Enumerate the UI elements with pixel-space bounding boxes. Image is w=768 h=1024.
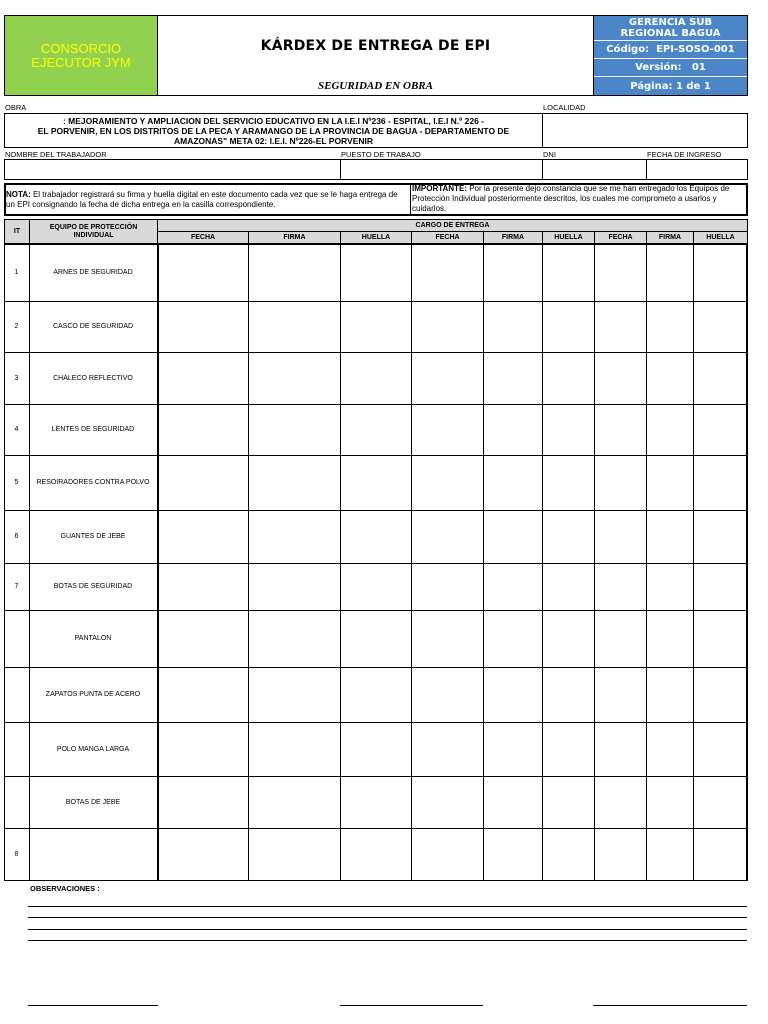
col-line-1 (29, 244, 30, 881)
row-8-cell-3[interactable] (341, 611, 411, 667)
row-item-7: BOTAS DE SEGURIDAD (53, 583, 133, 590)
row-9-cell-9[interactable] (694, 668, 747, 722)
row-8-cell-8[interactable] (647, 611, 693, 667)
nombre-field[interactable] (5, 160, 340, 179)
row-10-cell-1[interactable] (158, 723, 248, 776)
company-name-line2: EJECUTOR JYM (31, 54, 131, 70)
row-2-cell-4[interactable] (412, 302, 483, 352)
obra-line1: : MEJORAMIENTO Y AMPLIACION DEL SERVICIO EDUCATIVO EN LA I.E.I Nº236 - ESPITAL, I.E.I N.º 226 - (62, 116, 485, 126)
row-1-cell-4[interactable] (412, 245, 483, 301)
row-7-cell-4[interactable] (412, 564, 483, 610)
row-2-cell-7[interactable] (595, 302, 646, 352)
col-line-4 (340, 244, 341, 881)
sub-header-4: FECHA (411, 231, 484, 244)
row-5-cell-1[interactable] (158, 456, 248, 510)
row-12-cell-2[interactable] (249, 829, 340, 881)
row-2-cell-8[interactable] (647, 302, 693, 352)
row-2-cell-5[interactable] (484, 302, 542, 352)
row-10-cell-6[interactable] (543, 723, 594, 776)
row-4-cell-5[interactable] (484, 405, 542, 455)
nota-body: El trabajador registrará su firma y huella digital en este documento cada vez que se le haga entrega de un EPI consignando la fecha de dicha entrega en la casilla correspondiente. (6, 190, 398, 209)
dni-label: DNI (543, 150, 556, 159)
row-12-cell-6[interactable] (543, 829, 594, 881)
signature-line-worker[interactable] (28, 1005, 158, 1006)
row-1-cell-3[interactable] (341, 245, 411, 301)
row-10-cell-9[interactable] (694, 723, 747, 776)
row-1-cell-2[interactable] (249, 245, 340, 301)
row-4-cell-6[interactable] (543, 405, 594, 455)
row-3-cell-1[interactable] (158, 353, 248, 404)
row-11-cell-6[interactable] (543, 777, 594, 828)
row-11-cell-8[interactable] (647, 777, 693, 828)
row-4-cell-3[interactable] (341, 405, 411, 455)
pagina-label: Página: (630, 80, 673, 92)
company-logo (5, 16, 157, 95)
row-6-cell-7[interactable] (595, 511, 646, 563)
row-5-cell-9[interactable] (694, 456, 747, 510)
row-11-cell-9[interactable] (694, 777, 747, 828)
row-3-cell-2[interactable] (249, 353, 340, 404)
importante-text (412, 184, 746, 214)
sub-header-9: HUELLA (693, 231, 748, 244)
sub-header-5: FIRMA (483, 231, 543, 244)
row-5-cell-6[interactable] (543, 456, 594, 510)
obra-description (5, 116, 542, 146)
nombre-label: NOMBRE DEL TRABAJADOR (5, 150, 107, 159)
row-6-cell-2[interactable] (249, 511, 340, 563)
row-7-cell-3[interactable] (341, 564, 411, 610)
row-it-8 (4, 610, 29, 667)
row-6-cell-8[interactable] (647, 511, 693, 563)
row-9-cell-5[interactable] (484, 668, 542, 722)
obra-line3: AMAZONAS" META 02: I.E.I. Nº226-EL PORVENIR (173, 136, 374, 146)
row-12-cell-8[interactable] (647, 829, 693, 881)
row-4-cell-1[interactable] (158, 405, 248, 455)
row-5-cell-3[interactable] (341, 456, 411, 510)
row-2-cell-9[interactable] (694, 302, 747, 352)
row-7-cell-5[interactable] (484, 564, 542, 610)
row-6-cell-6[interactable] (543, 511, 594, 563)
row-it-1: 1 (14, 269, 19, 276)
observaciones-line-1[interactable] (28, 906, 747, 907)
row-9-cell-7[interactable] (595, 668, 646, 722)
row-item-10: POLO MANGA LARGA (56, 745, 130, 753)
codigo-cell (594, 41, 747, 58)
fecha-ingreso-label: FECHA DE INGRESO (647, 150, 722, 159)
observaciones-line-2[interactable] (28, 917, 747, 918)
row-1-cell-8[interactable] (647, 245, 693, 301)
row-7-cell-7[interactable] (595, 564, 646, 610)
row-2-cell-6[interactable] (543, 302, 594, 352)
row-3-cell-9[interactable] (694, 353, 747, 404)
row-item-12 (29, 828, 157, 881)
row-12-cell-5[interactable] (484, 829, 542, 881)
row-6-cell-5[interactable] (484, 511, 542, 563)
signature-line-supervisor[interactable] (340, 1005, 483, 1006)
row-11-cell-7[interactable] (595, 777, 646, 828)
row-2-cell-3[interactable] (341, 302, 411, 352)
row-12-cell-4[interactable] (412, 829, 483, 881)
row-8-cell-2[interactable] (249, 611, 340, 667)
row-1-cell-6[interactable] (543, 245, 594, 301)
dni-field[interactable] (543, 160, 646, 179)
version-cell (594, 59, 747, 76)
localidad-label: LOCALIDAD (543, 103, 586, 112)
row-3-cell-8[interactable] (647, 353, 693, 404)
row-it-2: 2 (14, 323, 19, 330)
row-3-cell-4[interactable] (412, 353, 483, 404)
row-7-cell-8[interactable] (647, 564, 693, 610)
row-3-cell-6[interactable] (543, 353, 594, 404)
sub-header-7: FECHA (594, 231, 647, 244)
row-9-cell-1[interactable] (158, 668, 248, 722)
row-item-8: PANTALON (74, 635, 112, 642)
row-2-cell-2[interactable] (249, 302, 340, 352)
row-item-11: BOTAS DE JEBE (65, 798, 121, 806)
signature-line-manager[interactable] (593, 1005, 747, 1006)
row-item-2: CASCO DE SEGURIDAD (52, 323, 134, 330)
row-it-12: 8 (14, 851, 19, 858)
row-9-cell-6[interactable] (543, 668, 594, 722)
col-line-3 (248, 244, 249, 881)
col-line-10 (693, 244, 694, 881)
entity-cell (594, 16, 747, 40)
codigo-value: EPI-SOSO-001 (656, 44, 735, 55)
nota-text (6, 190, 406, 210)
row-4-cell-9[interactable] (694, 405, 747, 455)
row-4-cell-8[interactable] (647, 405, 693, 455)
row-4-cell-2[interactable] (249, 405, 340, 455)
row-it-5: 5 (14, 479, 19, 486)
row-5-cell-5[interactable] (484, 456, 542, 510)
col-line-7 (542, 244, 543, 881)
row-5-cell-8[interactable] (647, 456, 693, 510)
row-11-cell-2[interactable] (249, 777, 340, 828)
row-4-cell-7[interactable] (595, 405, 646, 455)
col-line-5 (411, 244, 412, 881)
version-value: 01 (691, 62, 706, 73)
row-it-10 (4, 722, 29, 776)
nota-label: NOTA: (6, 190, 31, 199)
row-6-cell-9[interactable] (694, 511, 747, 563)
row-5-cell-2[interactable] (249, 456, 340, 510)
fecha-ingreso-field[interactable] (647, 160, 747, 179)
row-3-cell-3[interactable] (341, 353, 411, 404)
obra-label: OBRA (5, 103, 27, 112)
row-it-3: 3 (14, 374, 19, 382)
row-it-7: 7 (14, 583, 19, 590)
row-it-4: 4 (14, 426, 19, 433)
row-it-11 (4, 776, 29, 828)
row-item-1: ARNES DE SEGURIDAD (53, 269, 133, 276)
col-line-8 (594, 244, 595, 881)
row-it-9 (4, 667, 29, 722)
importante-label: IMPORTANTE: (412, 184, 467, 193)
equipo-header: EQUIPO DE PROTECCIÓN INDIVIDUAL (29, 219, 158, 244)
puesto-label: PUESTO DE TRABAJO (341, 150, 421, 159)
row-12-cell-3[interactable] (341, 829, 411, 881)
row-10-cell-7[interactable] (595, 723, 646, 776)
row-12-cell-7[interactable] (595, 829, 646, 881)
version-label: Versión: (635, 62, 682, 73)
row-5-cell-4[interactable] (412, 456, 483, 510)
row-8-cell-4[interactable] (412, 611, 483, 667)
row-item-9: ZAPATOS PUNTA DE ACERO (45, 691, 141, 698)
puesto-field[interactable] (341, 160, 542, 179)
row-10-cell-2[interactable] (249, 723, 340, 776)
document-subtitle: SEGURIDAD EN OBRA (318, 80, 433, 92)
company-name-line1: CONSORCIO (40, 40, 122, 56)
row-10-cell-3[interactable] (341, 723, 411, 776)
row-item-6: GUANTES DE JEBE (60, 533, 126, 540)
row-8-cell-5[interactable] (484, 611, 542, 667)
row-8-cell-6[interactable] (543, 611, 594, 667)
observaciones-line-4[interactable] (28, 940, 747, 941)
row-11-cell-1[interactable] (158, 777, 248, 828)
row-10-cell-5[interactable] (484, 723, 542, 776)
observaciones-line-3[interactable] (28, 929, 747, 930)
row-6-cell-4[interactable] (412, 511, 483, 563)
sub-header-1: FECHA (157, 231, 249, 244)
row-9-cell-4[interactable] (412, 668, 483, 722)
sub-header-3: HUELLA (340, 231, 412, 244)
col-line-2 (157, 244, 159, 881)
col-line-9 (646, 244, 647, 881)
row-1-cell-5[interactable] (484, 245, 542, 301)
row-10-cell-8[interactable] (647, 723, 693, 776)
row-11-cell-5[interactable] (484, 777, 542, 828)
row-9-cell-2[interactable] (249, 668, 340, 722)
row-1-cell-7[interactable] (595, 245, 646, 301)
row-item-3: CHALECO REFLECTIVO (53, 374, 133, 382)
row-7-cell-6[interactable] (543, 564, 594, 610)
row-6-cell-3[interactable] (341, 511, 411, 563)
row-2-cell-1[interactable] (158, 302, 248, 352)
row-1-cell-1[interactable] (158, 245, 248, 301)
row-5-cell-7[interactable] (595, 456, 646, 510)
row-7-cell-9[interactable] (694, 564, 747, 610)
row-4-cell-4[interactable] (412, 405, 483, 455)
it-header: IT (4, 219, 30, 244)
row-8-cell-9[interactable] (694, 611, 747, 667)
row-item-4: LENTES DE SEGURIDAD (51, 426, 135, 433)
row-9-cell-3[interactable] (341, 668, 411, 722)
row-12-cell-9[interactable] (694, 829, 747, 881)
row-11-cell-3[interactable] (341, 777, 411, 828)
row-8-cell-7[interactable] (595, 611, 646, 667)
sub-header-2: FIRMA (248, 231, 341, 244)
row-10-cell-4[interactable] (412, 723, 483, 776)
pagina-cell (594, 77, 747, 95)
row-12-cell-1[interactable] (158, 829, 248, 881)
codigo-label: Código: (606, 44, 650, 55)
row-6-cell-1[interactable] (158, 511, 248, 563)
row-item-5: RESOIRADORES CONTRA POLVO (36, 479, 150, 486)
pagina-value: 1 de 1 (675, 80, 711, 92)
obra-line2: EL PORVENIR, EN LOS DISTRITOS DE LA PECA Y ARAMANGO DE LA PROVINCIA DE BAGUA - DEPARTAMENTO DE (37, 126, 510, 136)
row-1-cell-9[interactable] (694, 245, 747, 301)
row-3-cell-7[interactable] (595, 353, 646, 404)
row-9-cell-8[interactable] (647, 668, 693, 722)
row-11-cell-4[interactable] (412, 777, 483, 828)
sub-header-6: HUELLA (542, 231, 595, 244)
observaciones-label: OBSERVACIONES : (30, 884, 100, 893)
document-title: KÁRDEX DE ENTREGA DE EPI (260, 38, 491, 54)
entity-name: GERENCIA SUB REGIONAL BAGUA (620, 17, 721, 39)
row-it-6: 6 (14, 533, 19, 540)
row-3-cell-5[interactable] (484, 353, 542, 404)
row-8-cell-1[interactable] (158, 611, 248, 667)
importante-body: Por la presente dejo constancia que se me han entregado los Equipos de Protección Individual posteriormente descritos, los cuales me comprometo a usarlos y cuidarlos. (412, 184, 730, 213)
row-7-cell-1[interactable] (158, 564, 248, 610)
sub-header-8: FIRMA (646, 231, 694, 244)
col-line-6 (483, 244, 484, 881)
row-7-cell-2[interactable] (249, 564, 340, 610)
cargo-header: CARGO DE ENTREGA (157, 219, 748, 232)
